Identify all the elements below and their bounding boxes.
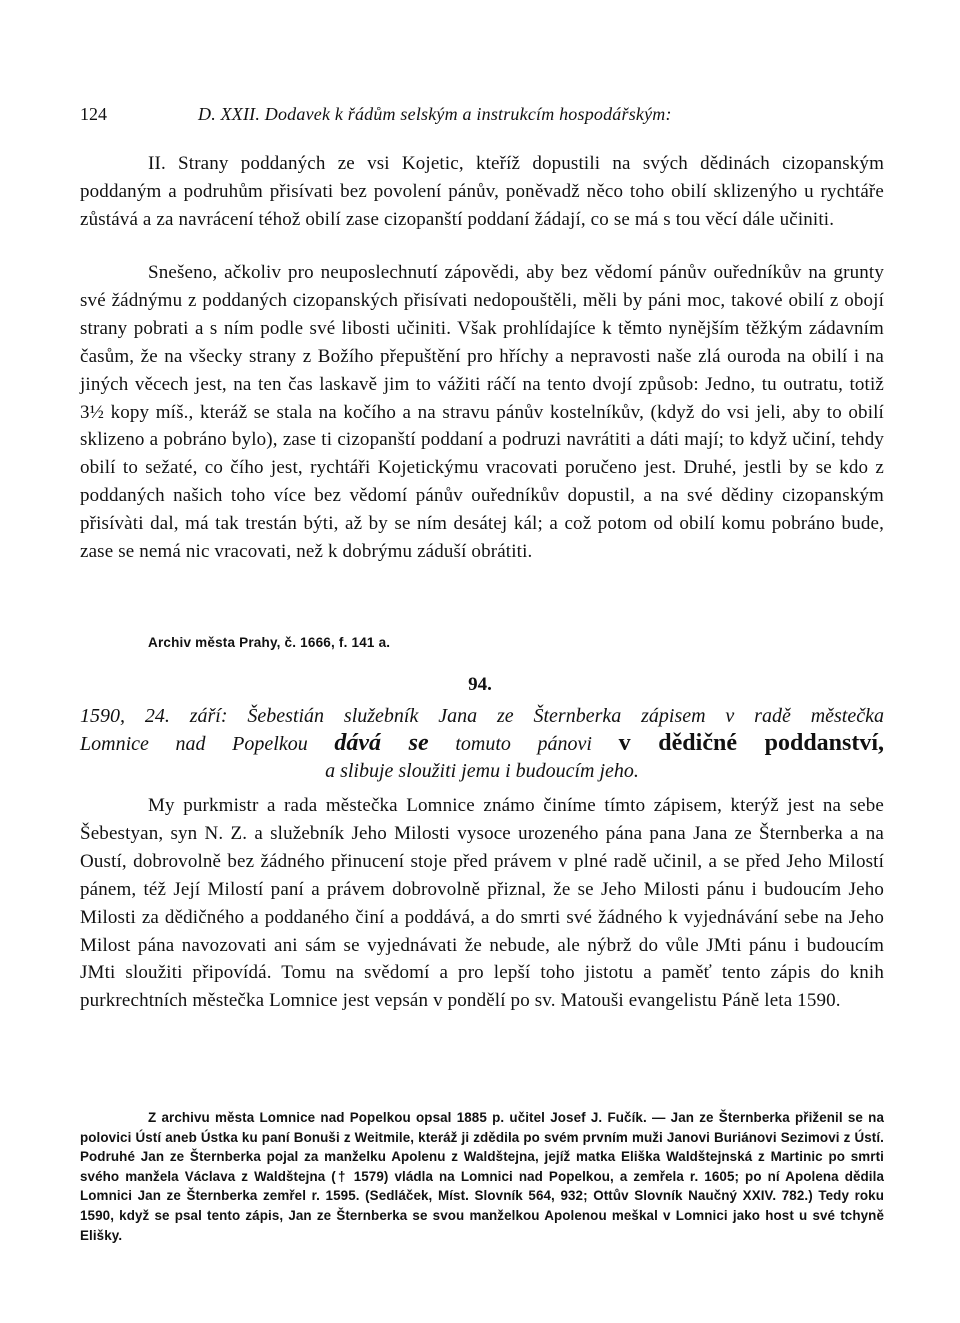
- regest-part-c: tomuto pánovi: [455, 733, 592, 755]
- regest-part-a: Šebestián služebník Jana ze Šternberka zápisem v radě městečka: [247, 705, 884, 727]
- section-two-resolution: [80, 259, 884, 566]
- editor-note: [80, 1108, 884, 1245]
- resolution-paragraph: Snešeno, ačkoliv pro neuposlechnutí zápovědi, aby bez vědomí pánův ouředníkův na grunty své žádnýmu z poddaných cizopanských přisívati nedopouštěli, měli by páni moc, takové obilí z obojí strany pobrati a s ním podle své libosti učiniti. Však prohlídajíce k těmto nynějším těžkým zádavním časům, že na všecky strany z Božího přepuštění pro hříchy a nepravosti naše zlá ouroda na obilí i na jiných věcech jest, na ten čas laskavě jim to vážiti ráčí na tento dvojí způsob: Jedno, tu outratu, totiž 3½ kopy míš., kteráž se stala na kočího a na stravu pánův kostelníkův, (když do vsi jeli, aby to obilí sklizeno a pobráno bylo), zase ti cizopanští poddaní a podruzi navrátiti a dáti mají; to když učiní, tehdy obilí to sežaté, co čího jest, rychtáři Kojetickýmu vracovati poručeno jest. Druhé, jestli by se kdo z poddaných našich toho více bez vědomí pánův ouředníkův dopustil, a na své dědiny cizopanským přisívàti dal, má tak trestán býti, až by se ním desátej kál; a což potom od obilí komu pobráno bude, zase se nemá nic vracovati, než k dobrýmu záduší obrátiti.: [80, 262, 884, 563]
- document-body: [80, 792, 884, 1015]
- regest-line-1: [80, 703, 884, 730]
- document-number: 94.: [468, 674, 492, 695]
- note-paragraph: Z archivu města Lomnice nad Popelkou opsal 1885 p. učitel Josef J. Fučík. — Jan ze Šternberka přiženil se na polovici Ústí aneb Ústka ku paní Bonuši z Weitmile, kteráž ji zdědila po svém prvním muži Janovi Buriánovi Sezimovi z Ústí. Podruhé Jan ze Šternberka pojal za manželku Apolenu z Waldštejna, jejíž matka Eliška Waldštejnská z Martinic po smrti svého manžela Václava z Waldštejna († 1579) vládla na Lomnici nad Popelkou, a zemřela r. 1605; po ní Apolena dědila Lomnici Jan ze Šternberka zemřel r. 1595. (Sedláček, Míst. Slovník 564, 932; Ottův Slovník Naučný XXIV. 782.) Tedy roku 1590, když se psal tento zápis, Jan ze Šternberka se svou manželkou Apolenou meškal v Lomnici jako host u své tchyně Elišky.: [80, 1110, 884, 1243]
- question-paragraph: II. Strany poddaných ze vsi Kojetic, kteříž dopustili na svých dědinách cizopanským poddaným a podruhům přisívati bez povolení pánův, poněvadž něco toho obilí sklizenýho u rychtáře zůstává a za navrácení téhož obilí zase cizopanští poddaní žádají, co se má s tou věcí dále učiniti.: [80, 153, 884, 230]
- document-regest: [80, 703, 884, 785]
- regest-date: 1590, 24. září:: [80, 705, 228, 727]
- regest-gives: dává se: [334, 730, 429, 756]
- section-two-question: [80, 150, 884, 234]
- archive-source: Archiv města Prahy, č. 1666, f. 141 a.: [148, 635, 391, 650]
- page-number: 124: [80, 104, 107, 124]
- regest-hereditary: v dědičné poddanství,: [618, 730, 885, 756]
- running-title: D. XXII. Dodavek k řádům selským a instrukcím hospodářským:: [198, 104, 672, 124]
- regest-line-3: a slibuje sloužiti jemu i budoucím jeho.: [325, 760, 639, 782]
- regest-line-2: [80, 730, 884, 758]
- regest-part-b: Lomnice nad Popelkou: [80, 733, 308, 755]
- body-paragraph: My purkmistr a rada městečka Lomnice známo činíme tímto zápisem, kterýž jest na sebe Šebestyan, syn N. Z. a služebník Jeho Milosti vysoce urozeného pána pana Jana ze Šternberka a na Oustí, dobrovolně bez žádného přinucení stoje před právem v plné radě učinil, a se před Jeho Milostí pánem, též Její Milostí paní a právem dobrovolně přiznal, že se Jeho Milosti pánu i budoucím Jeho Milosti za dědičného a poddaného činí a poddává, a do smrti své žádného k vyjednávání sebe na Jeho Milost pána navozovati ani sám se vyjednávati že nebude, ale nýbrž do vůle JMti pánu i budoucím JMti sloužiti připovídá. Tomu na svědomí a pro lepší toho jistotu a paměť tento zápis do knih purkrechtních městečka Lomnice jest vepsán v pondělí po sv. Matouši evangelistu Páně leta 1590.: [80, 795, 884, 1012]
